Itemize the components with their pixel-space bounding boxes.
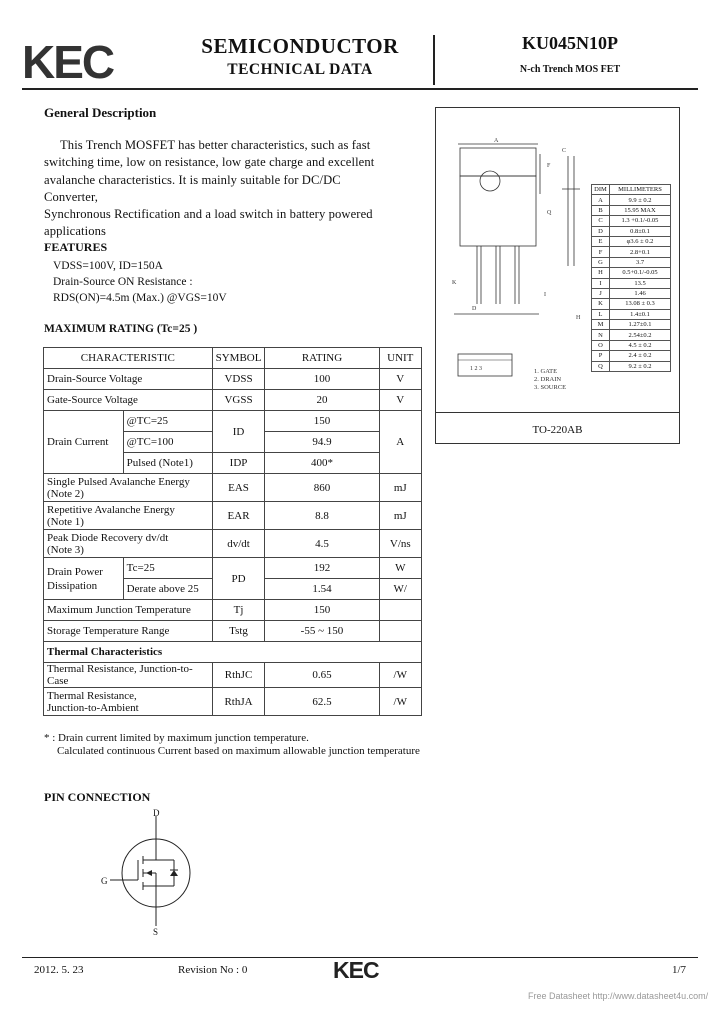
table-row: H 0.5+0.1/-0.05 bbox=[592, 268, 671, 278]
table-row: Storage Temperature Range Tstg -55 ~ 150 bbox=[44, 621, 422, 642]
table-row: D 0.8±0.1 bbox=[592, 226, 671, 236]
table-row: Thermal Resistance, Junction-to-Case RthJC 0.65 /W bbox=[44, 663, 422, 688]
table-row: N 2.54±0.2 bbox=[592, 330, 671, 340]
table-header-row: DIM MILLIMETERS bbox=[592, 185, 671, 195]
footer-date: 2012. 5. 23 bbox=[34, 964, 84, 976]
general-description-text: This Trench MOSFET has better characteristics, such as fast switching time, low on resistance, low gate charge and excellent avalanche characteristics. It is mainly suitable for DC/DC Converter, Synchronous Rectification and a load switch in battery powered applications bbox=[44, 138, 375, 239]
mosfet-symbol bbox=[98, 808, 198, 936]
table-row: E φ3.6 ± 0.2 bbox=[592, 236, 671, 246]
header-rule bbox=[22, 88, 698, 90]
header-divider bbox=[433, 35, 435, 85]
package-divider bbox=[436, 412, 679, 413]
device-type: N-ch Trench MOS FET bbox=[519, 64, 621, 75]
table-row: @TC=100 94.9 bbox=[44, 432, 422, 453]
feature-item: RDS(ON)=4.5m (Max.) @VGS=10V bbox=[53, 292, 227, 304]
table-row: G 3.7 bbox=[592, 257, 671, 267]
table-row: P 2.4 ± 0.2 bbox=[592, 351, 671, 361]
general-description-heading: General Description bbox=[44, 105, 157, 120]
features-heading: FEATURES bbox=[44, 240, 108, 254]
footer-logo bbox=[333, 957, 389, 986]
dimension-table bbox=[591, 184, 671, 372]
table-row: F 2.8+0.1 bbox=[592, 247, 671, 257]
table-row: Drain-Source Voltage VDSS 100 V bbox=[44, 369, 422, 390]
kec-logo-text: KEC bbox=[22, 38, 114, 84]
table-row: Single Pulsed Avalanche Energy (Note 2) EAS 860 mJ bbox=[44, 474, 422, 502]
svg-text:KEC: KEC bbox=[333, 957, 379, 981]
max-rating-heading: MAXIMUM RATING (Tc=25 ) bbox=[44, 323, 198, 335]
kec-logo bbox=[22, 38, 134, 84]
header-title: SEMICONDUCTOR bbox=[201, 34, 399, 58]
svg-text:F: F bbox=[547, 163, 551, 169]
footer-page: 1/7 bbox=[672, 964, 687, 976]
table-row: B 15.95 MAX bbox=[592, 205, 671, 215]
table-row: Gate-Source Voltage VGSS 20 V bbox=[44, 390, 422, 411]
feature-item: Drain-Source ON Resistance : bbox=[53, 276, 193, 288]
table-row: Drain Power Dissipation Tc=25 PD 192 W bbox=[44, 558, 422, 579]
pin-label-source: S bbox=[153, 927, 159, 936]
svg-text:C: C bbox=[562, 148, 567, 154]
table-row: Thermal Resistance, Junction-to-Ambient RthJA 62.5 /W bbox=[44, 688, 422, 716]
svg-text:H: H bbox=[576, 315, 581, 321]
pin-label-gate: G bbox=[101, 876, 108, 886]
package-box bbox=[435, 107, 680, 444]
footer-revision: Revision No : 0 bbox=[178, 964, 248, 976]
svg-text:A: A bbox=[494, 138, 499, 144]
pin-label-drain: D bbox=[153, 808, 160, 818]
table-row: K 13.08 ± 0.3 bbox=[592, 299, 671, 309]
table-row: L 1.4±0.1 bbox=[592, 309, 671, 319]
svg-text:1 2 3: 1 2 3 bbox=[470, 366, 482, 372]
package-outline-drawing bbox=[444, 134, 594, 324]
table-row: Repetitive Avalanche Energy (Note 1) EAR 8.8 mJ bbox=[44, 502, 422, 530]
table-row: M 1.27±0.1 bbox=[592, 320, 671, 330]
svg-text:I: I bbox=[544, 292, 546, 298]
note-line: Calculated continuous Current based on maximum allowable junction temperature bbox=[57, 745, 420, 757]
features-list bbox=[53, 258, 227, 306]
svg-text:Q: Q bbox=[547, 210, 552, 216]
table-row: Maximum Junction Temperature Tj 150 bbox=[44, 600, 422, 621]
watermark: Free Datasheet http://www.datasheet4u.com/ bbox=[528, 991, 709, 1001]
svg-text:K: K bbox=[452, 280, 457, 286]
table-row: Thermal Characteristics bbox=[44, 642, 422, 663]
pin-connection-heading: PIN CONNECTION bbox=[44, 790, 151, 804]
table-row: C 1.3 +0.1/-0.05 bbox=[592, 216, 671, 226]
package-bottom-view bbox=[456, 352, 516, 380]
table-row: Q 9.2 ± 0.2 bbox=[592, 361, 671, 371]
table-row: Pulsed (Note1) IDP 400* bbox=[44, 453, 422, 474]
max-rating-table bbox=[43, 347, 422, 716]
header-subtitle: TECHNICAL DATA bbox=[227, 61, 373, 78]
part-number: KU045N10P bbox=[522, 33, 618, 53]
feature-item: VDSS=100V, ID=150A bbox=[53, 260, 163, 272]
package-name: TO-220AB bbox=[532, 424, 583, 436]
table-row: O 4.5 ± 0.2 bbox=[592, 340, 671, 350]
table-row: J 1.46 bbox=[592, 288, 671, 298]
pin-legend: 1. GATE 2. DRAIN 3. SOURCE bbox=[534, 368, 567, 391]
note-line: * : Drain current limited by maximum junction temperature. bbox=[44, 732, 309, 744]
svg-text:D: D bbox=[472, 306, 477, 312]
table-row: Peak Diode Recovery dv/dt (Note 3) dv/dt 4.5 V/ns bbox=[44, 530, 422, 558]
table-row: A 9.9 ± 0.2 bbox=[592, 195, 671, 205]
table-header-row: CHARACTERISTIC SYMBOL RATING UNIT bbox=[44, 348, 422, 369]
table-row: I 13.5 bbox=[592, 278, 671, 288]
table-row: Derate above 25 1.54 W/ bbox=[44, 579, 422, 600]
table-row: Drain Current @TC=25 ID 150 A bbox=[44, 411, 422, 432]
